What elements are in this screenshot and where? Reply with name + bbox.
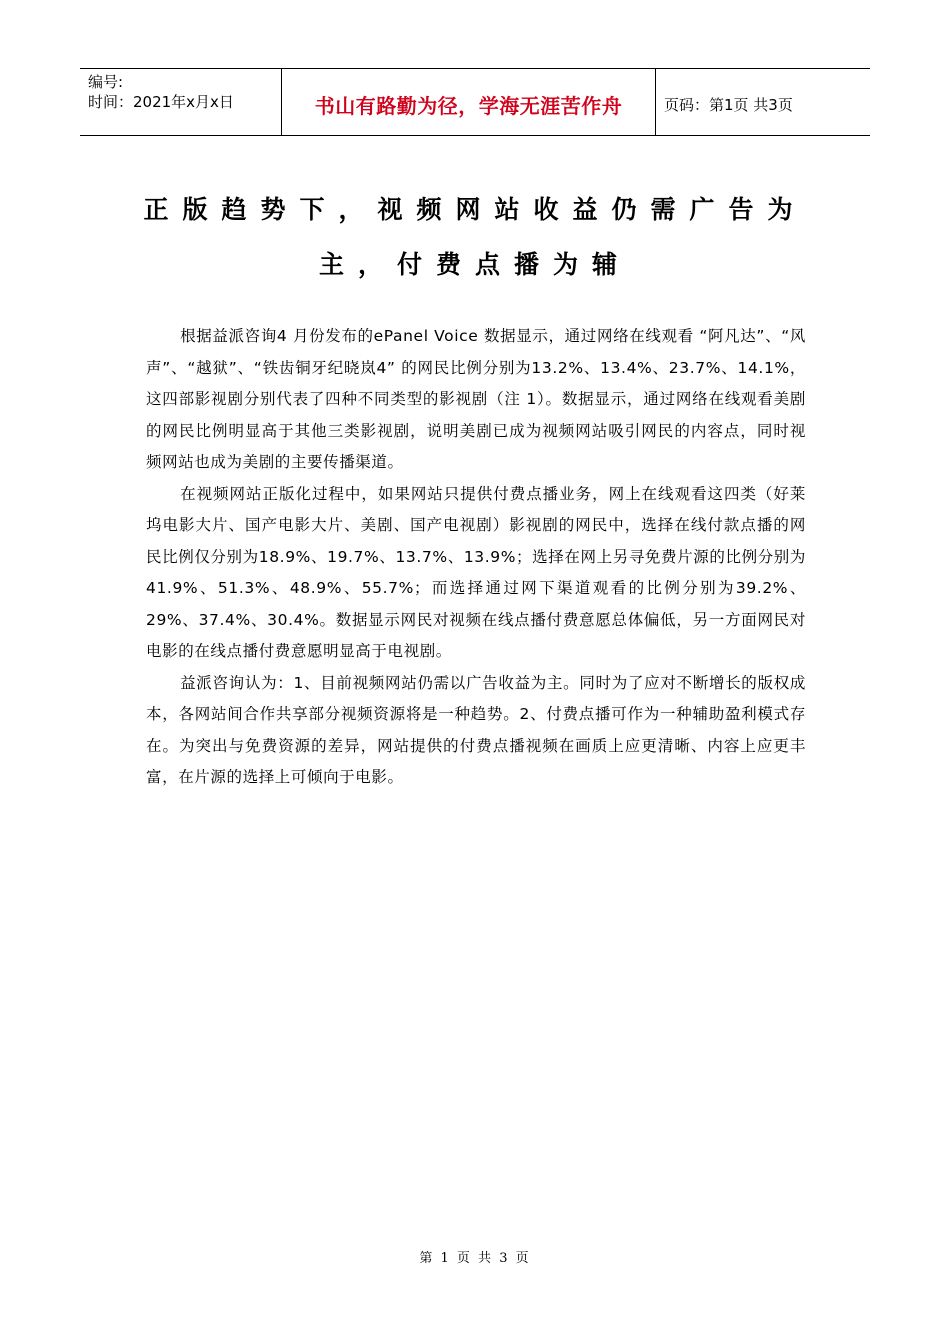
header-meta (80, 69, 281, 135)
header-page-info: 页码：第1页 共3页 (664, 95, 793, 114)
body-paragraph-2: 在视频网站正版化过程中，如果网站只提供付费点播业务，网上在线观看这四类（好莱坞电影大片、国产电影大片、美剧、国产电视剧）影视剧的网民中，选择在线付款点播的网民比例仅分别为18.9%、19.7%、13.7%、13.9%；选择在网上另寻免费片源的比例分别为41.9%、51.3%、48.9%、55.7%；而选择通过网下渠道观看的比例分别为39.2%、29%、37.4%、30.4%。数据显示网民对视频在线点播付费意愿总体偏低，另一方面网民对电影的在线点播付费意愿明显高于电视剧。 (146, 484, 806, 660)
body-paragraph-3: 益派咨询认为：1、目前视频网站仍需以广告收益为主。同时为了应对不断增长的版权成本，各网站间合作共享部分视频资源将是一种趋势。2、付费点播可作为一种辅助盈利模式存在。为突出与免费资源的差异，网站提供的付费点播视频在画质上应更清晰、内容上应更丰富，在片源的选择上可倾向于电影。 (146, 673, 806, 786)
header-motto: 书山有路勤为径，学海无涯苦作舟 (281, 69, 656, 135)
page-footer: 第 1 页 共 3 页 (419, 1251, 531, 1266)
body-paragraph-1: 根据益派咨询4 月份发布的ePanel Voice 数据显示，通过网络在线观看 “阿凡达”、“风声”、“越狱”、“铁齿铜牙纪晓岚4” 的网民比例分别为13.2%、13.4%、23.7%、14.1%，这四部影视剧分别代表了四种不同类型的影视剧（注 1）。数据显示，通过网络在线观看美剧的网民比例明显高于其他三类影视剧，说明美剧已成为视频网站吸引网民的内容点，同时视频网站也成为美剧的主要传播渠道。 (146, 327, 806, 471)
document-time: 时间：2021年x月x日 (88, 93, 234, 111)
document-number-label: 编号: (88, 73, 124, 91)
document-title-line-1: 正版趋势下，视频网站收益仍需广告为 (143, 195, 807, 224)
document-body (146, 321, 806, 794)
document-header (80, 68, 870, 136)
document-title-line-2: 主，付费点播为辅 (318, 250, 631, 279)
